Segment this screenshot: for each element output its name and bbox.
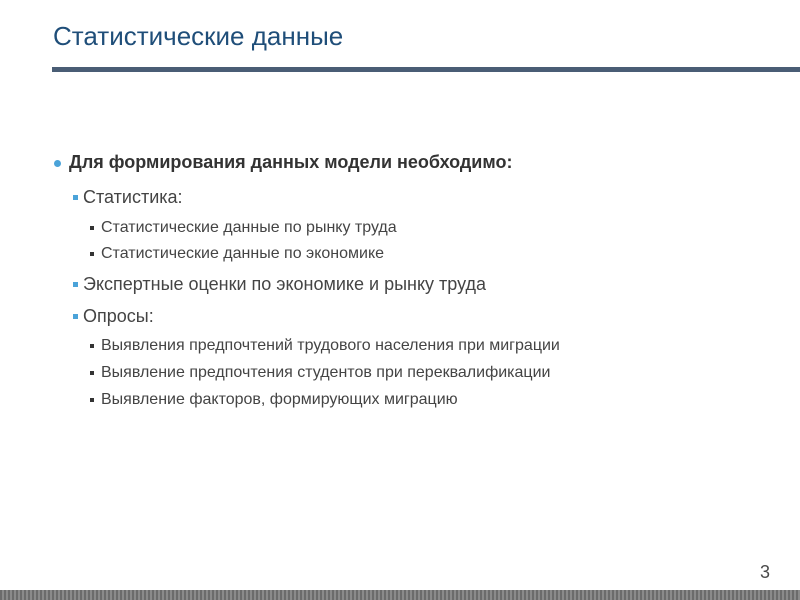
footer-bar: [0, 590, 800, 600]
small-square-bullet-icon: [90, 344, 94, 348]
detail-bullet-text: Статистические данные по рынку труда: [101, 219, 397, 236]
detail-bullet-text: Выявление предпочтения студентов при переквалификации: [101, 364, 551, 381]
small-square-bullet-icon: [90, 226, 94, 230]
detail-bullet-text: Выявления предпочтений трудового населения при миграции: [101, 337, 560, 354]
slide-title: Статистические данные: [53, 21, 344, 51]
small-square-bullet-icon: [90, 398, 94, 402]
sub-bullet-text: Статистика:: [83, 187, 183, 207]
square-bullet-icon: [73, 314, 78, 319]
sub-bullet-text: Опросы:: [83, 306, 154, 326]
square-bullet-icon: [73, 282, 78, 287]
small-square-bullet-icon: [90, 252, 94, 256]
sub-bullet-text: Экспертные оценки по экономике и рынку труда: [83, 274, 487, 294]
round-bullet-icon: [54, 160, 61, 167]
main-bullet-text: Для формирования данных модели необходимо:: [69, 152, 513, 172]
page-number: 3: [759, 562, 770, 582]
detail-bullet-text: Выявление факторов, формирующих миграцию: [101, 391, 458, 408]
detail-bullet-text: Статистические данные по экономике: [101, 245, 385, 262]
small-square-bullet-icon: [90, 371, 94, 375]
square-bullet-icon: [73, 195, 78, 200]
